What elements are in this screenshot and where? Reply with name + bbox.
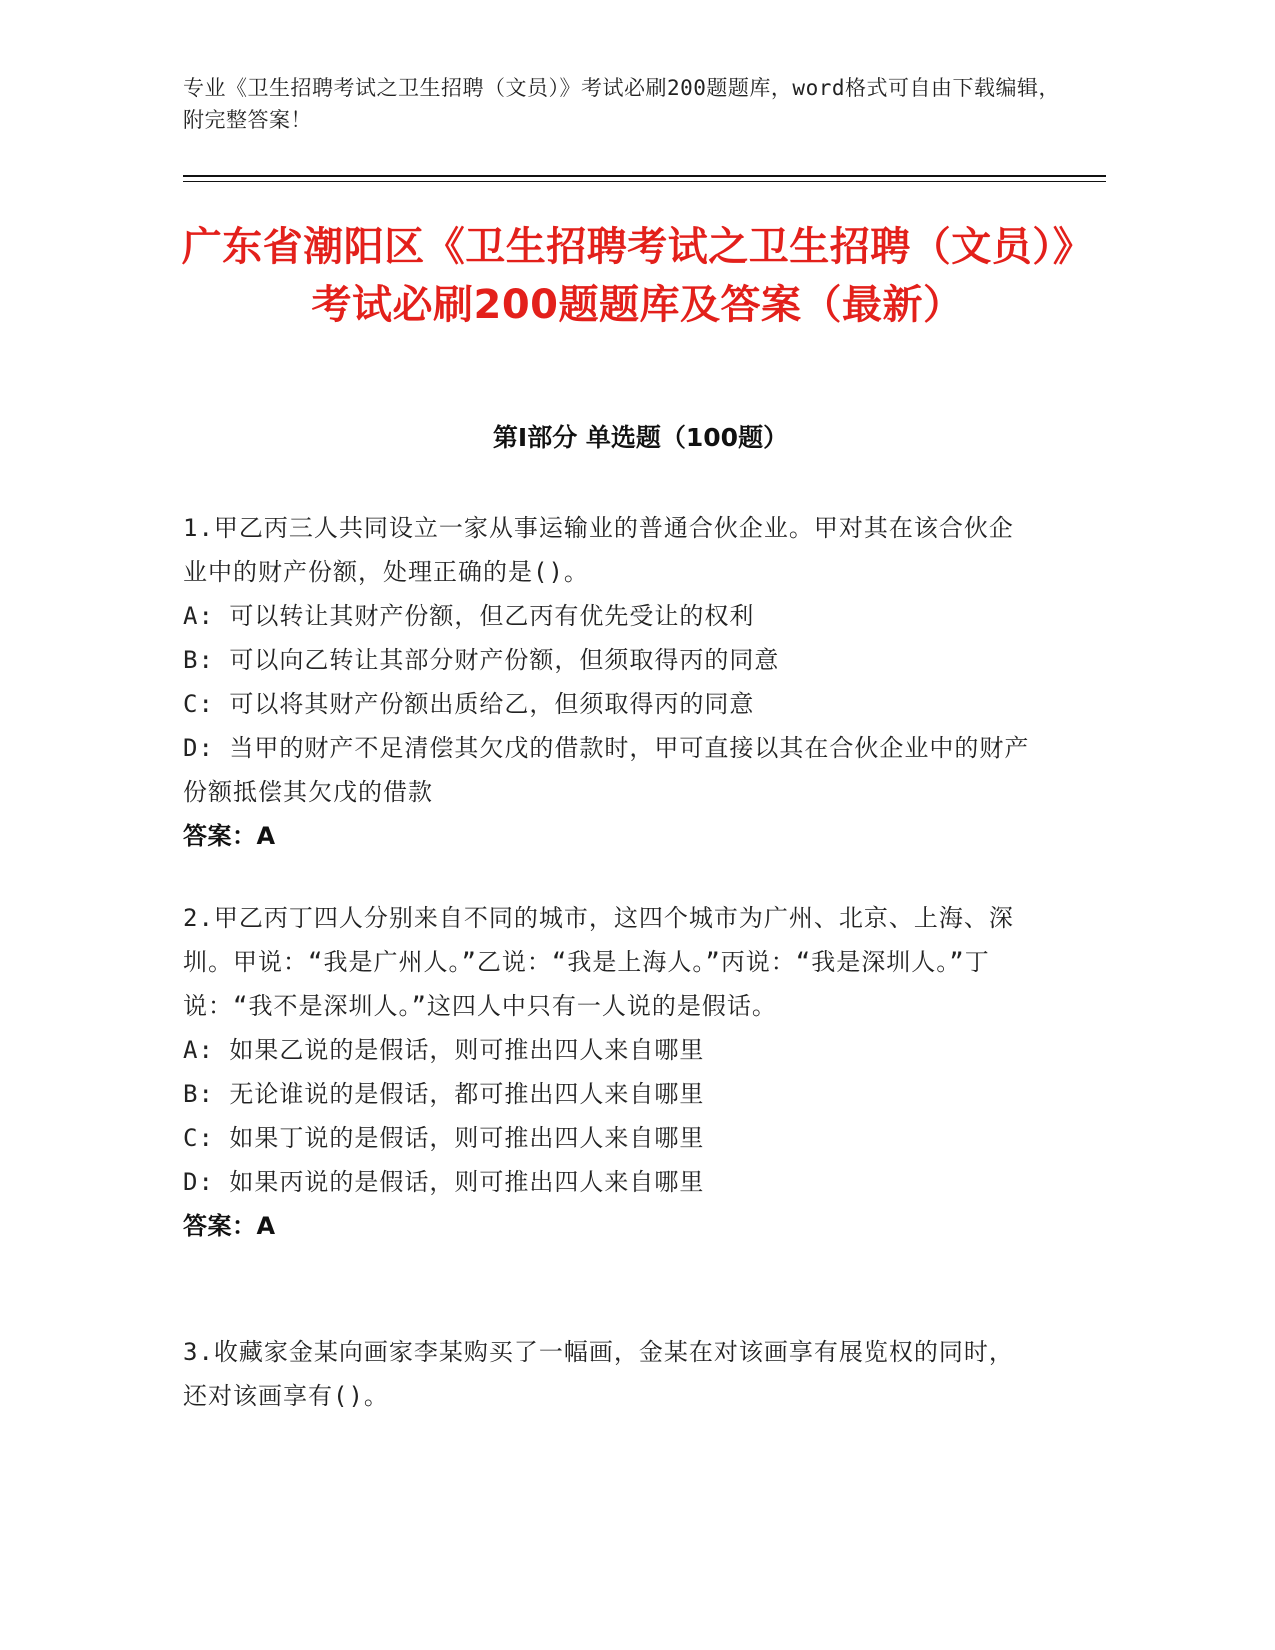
question-text: 1.甲乙丙三人共同设立一家从事运输业的普通合伙企业。甲对其在该合伙企业中的财产份额，处理正确的是()。: [183, 514, 1014, 586]
question-2: [183, 896, 1033, 1248]
option-d: D: 如果丙说的是假话，则可推出四人来自哪里: [183, 1168, 705, 1196]
option-c: C: 可以将其财产份额出质给乙，但须取得丙的同意: [183, 690, 755, 718]
question-1: [183, 506, 1033, 858]
question-text: 2.甲乙丙丁四人分别来自不同的城市，这四个城市为广州、北京、上海、深圳。甲说：“我是广州人。”乙说：“我是上海人。”丙说：“我是深圳人。”丁说：“我不是深圳人。”这四人中只有一人说的是假话。: [183, 904, 1014, 1020]
option-a: A: 如果乙说的是假话，则可推出四人来自哪里: [183, 1036, 705, 1064]
header-note: 专业《卫生招聘考试之卫生招聘（文员）》考试必刷200题题库，word格式可自由下载编辑，附完整答案！: [183, 76, 1060, 132]
header-divider-thin: [183, 181, 1106, 182]
document-title: 广东省潮阳区《卫生招聘考试之卫生招聘（文员）》考试必刷200题题库及答案（最新）: [181, 224, 1094, 328]
answer: 答案：A: [183, 822, 276, 850]
option-a: A: 可以转让其财产份额，但乙丙有优先受让的权利: [183, 602, 755, 630]
option-b: B: 无论谁说的是假话，都可推出四人来自哪里: [183, 1080, 705, 1108]
answer: 答案：A: [183, 1212, 276, 1240]
question-3: [183, 1330, 1033, 1418]
option-d: D: 当甲的财产不足清偿其欠戊的借款时，甲可直接以其在合伙企业中的财产份额抵偿其欠戊的借款: [183, 734, 1030, 806]
option-c: C: 如果丁说的是假话，则可推出四人来自哪里: [183, 1124, 705, 1152]
section-heading: 第I部分 单选题（100题）: [492, 423, 789, 452]
question-text: 3.收藏家金某向画家李某购买了一幅画，金某在对该画享有展览权的同时，还对该画享有()。: [183, 1338, 1014, 1410]
header-divider-thick: [183, 175, 1106, 177]
option-b: B: 可以向乙转让其部分财产份额，但须取得丙的同意: [183, 646, 780, 674]
